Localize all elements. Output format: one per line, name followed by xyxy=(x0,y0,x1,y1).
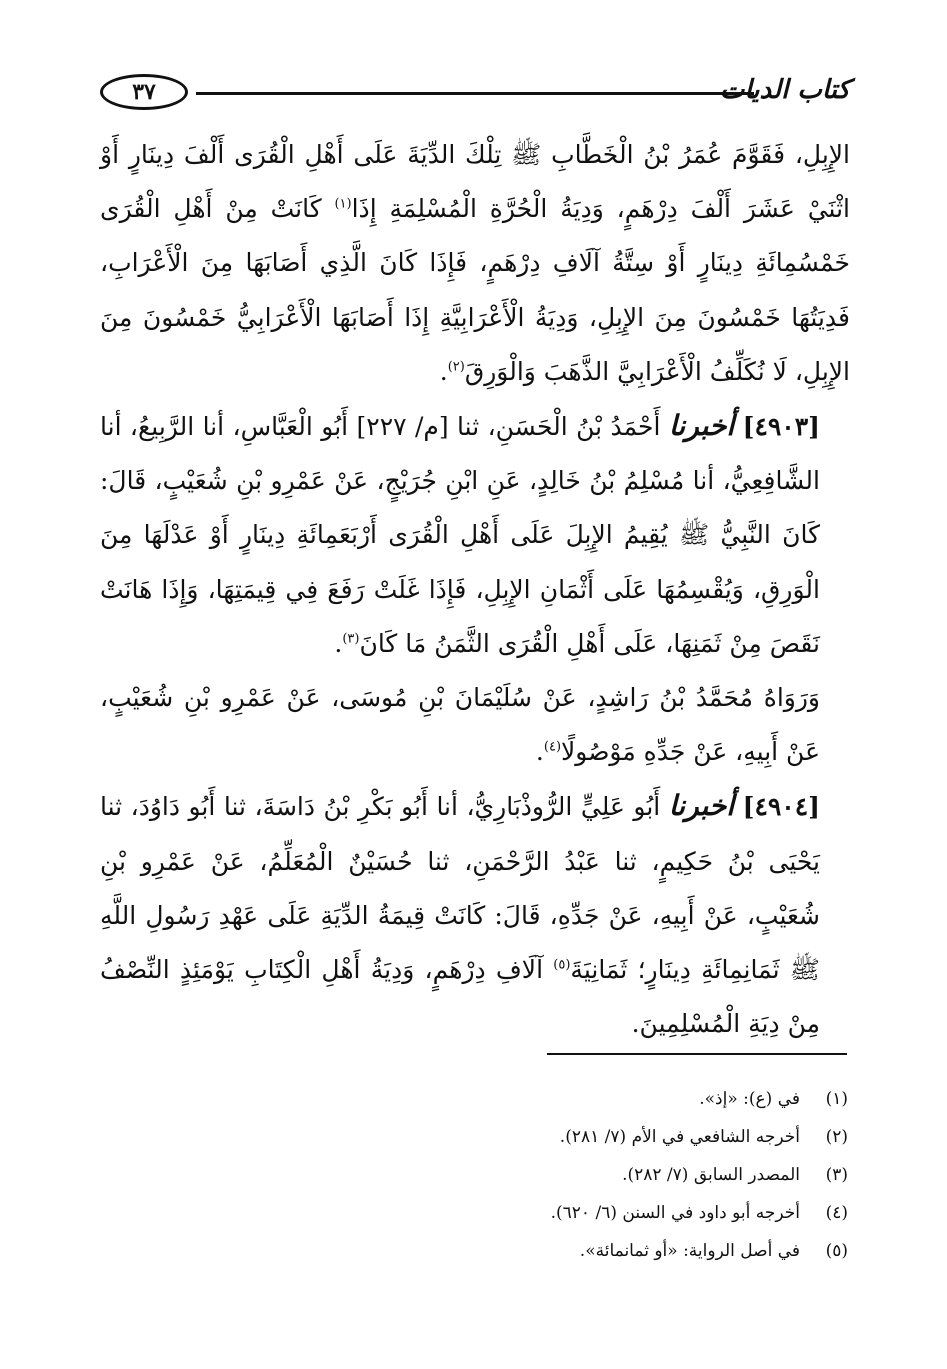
footnote-text: أخرجه أبو داود في السنن (٦/ ٦٢٠). xyxy=(550,1203,800,1223)
footnote xyxy=(300,1080,848,1118)
akhbarana-label: أخبرنا xyxy=(668,409,735,443)
footnote-text: أخرجه الشافعي في الأم (٧/ ٢٨١). xyxy=(559,1127,800,1147)
footnote-ref-5: (٥) xyxy=(553,957,571,973)
footnote-text: في أصل الرواية: «أو ثمانمائة». xyxy=(579,1241,800,1261)
footnote xyxy=(300,1232,848,1270)
footnote xyxy=(300,1194,848,1232)
footnote-text: في (ع): «إذ». xyxy=(699,1089,800,1109)
paragraph-4: [٤٩٠٤] أخبرنا أَبُو عَلِيٍّ الرُّوذْبَارِيُّ، أنا أَبُو بَكْرِ بْنُ دَاسَةَ، ثنا أَبُو دَاوُدَ، ثنا يَحْيَى بْنُ حَكِيمٍ، ثنا عَبْدُ الرَّحْمَنِ، ثنا حُسَيْنٌ الْمُعَلِّمُ، عَنْ عَمْرِو بْنِ شُعَيْبٍ، عَنْ أَبِيهِ، عَنْ جَدِّهِ، قَالَ: كَانَتْ قِيمَةُ الدِّيَةِ عَلَى عَهْدِ رَسُولِ اللَّهِ ﷺ ثَمَانِمِائَةِ دِينَارٍ؛ ثَمَانِيَةَ$^{(٥)}$ آلَافِ دِرْهَمٍ، وَدِيَةُ أَهْلِ الْكِتَابِ يَوْمَئِذٍ النِّصْفُ مِنْ دِيَةِ الْمُسْلِمِينَ. xyxy=(100,789,820,1039)
page-number: ٣٧ xyxy=(100,74,188,110)
footnote-separator xyxy=(547,1053,847,1055)
footnote-number: (١) xyxy=(825,1089,848,1109)
footnote-number: (٥) xyxy=(825,1241,848,1261)
header-rule xyxy=(196,92,754,95)
footnote xyxy=(300,1156,848,1194)
footnote-ref-1: (١) xyxy=(334,196,352,212)
main-text xyxy=(100,128,850,1051)
footnote-number: (٢) xyxy=(825,1127,848,1147)
hadith-number: [٤٩٠٤] xyxy=(742,792,820,822)
footnotes xyxy=(300,1080,848,1270)
hadith-number: [٤٩٠٣] xyxy=(742,412,821,442)
footnote-number: (٤) xyxy=(825,1203,848,1223)
footnote xyxy=(300,1118,848,1156)
page-header xyxy=(100,70,850,114)
manuscript-marker: [م/ ٢٢٧] xyxy=(356,412,449,442)
book-title: كتاب الديات xyxy=(719,75,850,105)
paragraph-3: وَرَوَاهُ مُحَمَّدُ بْنُ رَاشِدٍ، عَنْ سُلَيْمَانَ بْنِ مُوسَى، عَنْ عَمْرِو بْنِ شُعَيْبٍ، عَنْ أَبِيهِ، عَنْ جَدِّهِ مَوْصُولًا$^{(٤)}$. xyxy=(100,683,820,767)
footnote-text: المصدر السابق (٧/ ٢٨٢). xyxy=(622,1165,800,1185)
paragraph-2: [٤٩٠٣] أخبرنا أَحْمَدُ بْنُ الْحَسَنِ، ثنا [م/ ٢٢٧] أَبُو الْعَبَّاسِ، أنا الرَّبِيعُ، أنا الشَّافِعِيُّ، أنا مُسْلِمُ بْنُ خَالِدٍ، عَنِ ابْنِ جُرَيْجٍ، عَنْ عَمْرِو بْنِ شُعَيْبٍ، قَالَ: كَانَ النَّبِيُّ ﷺ يُقِيمُ الإِبِلَ عَلَى أَهْلِ الْقُرَى أَرْبَعَمِائَةِ دِينَارٍ أَوْ عَدْلَهَا مِنَ الْوَرِقِ، وَيُقْسِمُهَا عَلَى أَثْمَانِ الإِبِلِ، فَإِذَا غَلَتْ رَفَعَ فِي قِيمَتِهَا، وَإِذَا هَانَتْ نَقَصَ مِنْ ثَمَنِهَا، عَلَى أَهْلِ الْقُرَى الثَّمَنُ مَا كَانَ$^{(٣)}$. xyxy=(100,409,821,658)
footnote-ref-2: (٢) xyxy=(447,359,465,375)
footnote-number: (٣) xyxy=(825,1165,848,1185)
footnote-ref-3: (٣) xyxy=(342,631,360,647)
footnote-ref-4: (٤) xyxy=(543,739,562,755)
akhbarana-label: أخبرنا xyxy=(668,789,735,823)
paragraph-1: الإِبِلِ، فَقَوَّمَ عُمَرُ بْنُ الْخَطَّابِ ﷺ تِلْكَ الدِّيَةَ عَلَى أَهْلِ الْقُرَى أَلْفَ دِينَارٍ أَوْ اثْنَيْ عَشَرَ أَلْفَ دِرْهَمٍ، وَدِيَةُ الْحُرَّةِ الْمُسْلِمَةِ إِذَا$^{(١)}$ كَانَتْ مِنْ أَهْلِ الْقُرَى خَمْسُمِائَةِ دِينَارٍ أَوْ سِتَّةُ آلَافِ دِرْهَمٍ، فَإِذَا كَانَ الَّذِي أَصَابَهَا مِنَ الْأَعْرَابِ، فَدِيَتُهَا خَمْسُونَ مِنَ الإِبِلِ، وَدِيَةُ الْأَعْرَابِيَّةِ إِذَا أَصَابَهَا الْأَعْرَابِيُّ خَمْسُونَ مِنَ الإِبِلِ، لَا نُكَلِّفُ الْأَعْرَابِيَّ الذَّهَبَ وَالْوَرِقَ$^{(٢)}$. xyxy=(100,140,850,386)
